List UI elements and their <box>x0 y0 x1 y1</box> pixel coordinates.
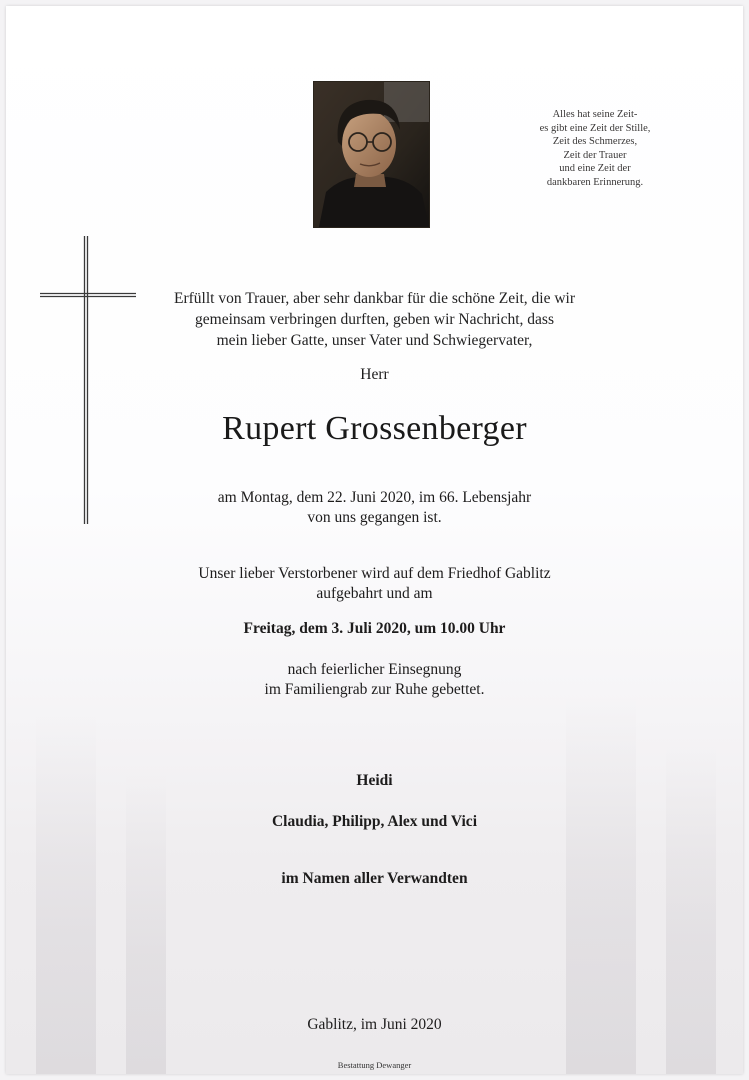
aufbahrung-line: Unser lieber Verstorbener wird auf dem Friedhof Gablitz <box>198 565 551 582</box>
mourner-spouse: Heidi <box>356 772 393 789</box>
intro-line: gemeinsam verbringen durften, geben wir Nachricht, dass <box>195 311 554 328</box>
aufbahrung-notice <box>0 564 749 604</box>
death-notice-line: von uns gegangen ist. <box>307 509 442 526</box>
quote-line: und eine Zeit der <box>559 163 631 175</box>
place-date: Gablitz, im Juni 2020 <box>307 1016 442 1033</box>
burial-line: nach feierlicher Einsegnung <box>287 661 462 678</box>
burial-line: im Familiengrab zur Ruhe gebettet. <box>264 681 485 698</box>
death-notice-line: am Montag, dem 22. Juni 2020, im 66. Lebensjahr <box>217 489 532 506</box>
quote-line: Alles hat seine Zeit- <box>552 109 638 120</box>
quote-line: es gibt eine Zeit der Stille, <box>539 122 651 134</box>
intro-line: Erfüllt von Trauer, aber sehr dankbar für die schöne Zeit, die wir <box>174 290 575 307</box>
deceased-name: Rupert Grossenberger <box>222 410 527 447</box>
intro-text <box>0 288 749 351</box>
aufbahrung-line: aufgebahrt und am <box>316 585 433 602</box>
death-notice <box>0 488 749 528</box>
burial-notice <box>0 660 749 700</box>
quote-line: Zeit des Schmerzes, <box>552 136 638 148</box>
quote-block <box>520 108 670 190</box>
quote-line: Zeit der Trauer <box>563 149 627 161</box>
quote-line: dankbaren Erinnerung. <box>546 176 644 188</box>
intro-line: mein lieber Gatte, unser Vater und Schwiegervater, <box>216 332 533 349</box>
mourner-relatives: im Namen aller Verwandten <box>281 870 468 887</box>
portrait-photo <box>313 81 430 228</box>
funeral-date: Freitag, dem 3. Juli 2020, um 10.00 Uhr <box>243 620 506 637</box>
mourner-children: Claudia, Philipp, Alex und Vici <box>271 813 477 830</box>
undertaker-name: Bestattung Dewanger <box>337 1060 412 1070</box>
salutation: Herr <box>360 366 389 383</box>
